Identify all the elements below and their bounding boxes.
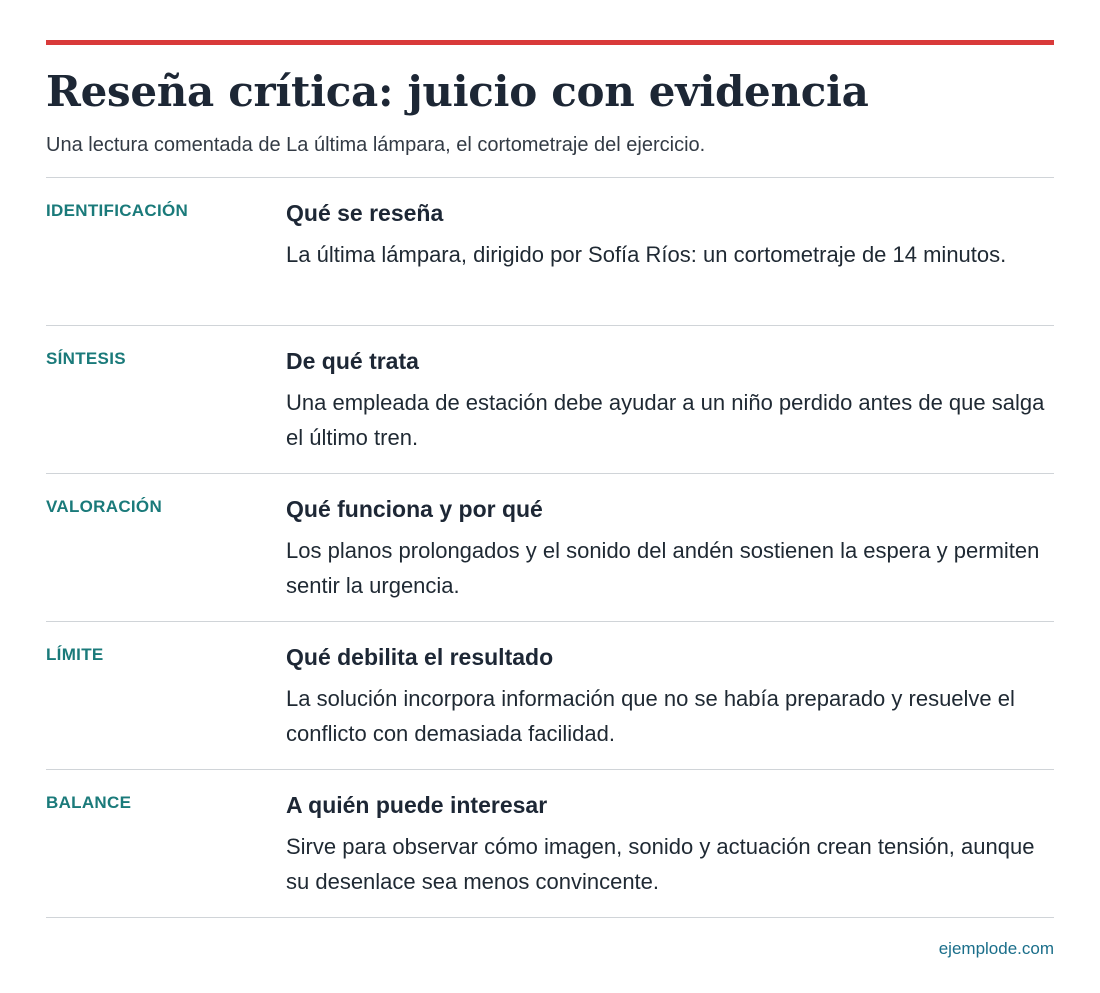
section-heading: Qué se reseña [286,200,444,226]
section-tag: BALANCE [46,793,132,812]
section-text: Los planos prolongados y el sonido del andén sostienen la espera y permiten sentir la urgencia. [286,538,1040,598]
section-sintesis [46,326,1054,474]
source-credit: ejemplode.com [938,939,1054,958]
section-limite [46,622,1054,770]
section-tag: VALORACIÓN [46,497,163,516]
section-heading: A quién puede interesar [286,792,548,818]
section-balance [46,770,1054,918]
section-identificacion [46,178,1054,326]
section-text: La solución incorpora información que no se había preparado y resuelve el conflicto con demasiada facilidad. [286,686,1015,746]
section-tag: IDENTIFICACIÓN [46,201,189,220]
section-text: Sirve para observar cómo imagen, sonido y actuación crean tensión, aunque su desenlace sea menos convincente. [286,834,1035,894]
accent-bar [46,40,1054,45]
review-page [46,40,1054,959]
section-heading: De qué trata [286,348,419,374]
page-title: Reseña crítica: juicio con evidencia [46,67,869,116]
section-heading: Qué funciona y por qué [286,496,543,522]
section-text: Una empleada de estación debe ayudar a un niño perdido antes de que salga el último tren. [286,390,1045,450]
section-text: La última lámpara, dirigido por Sofía Ríos: un cortometraje de 14 minutos. [286,242,1007,267]
section-heading: Qué debilita el resultado [286,644,554,670]
review-sections [46,177,1054,918]
section-valoracion [46,474,1054,622]
section-tag: SÍNTESIS [46,349,126,368]
section-tag: LÍMITE [46,645,104,664]
page-subtitle: Una lectura comentada de La última lámpara, el cortometraje del ejercicio. [46,134,706,156]
